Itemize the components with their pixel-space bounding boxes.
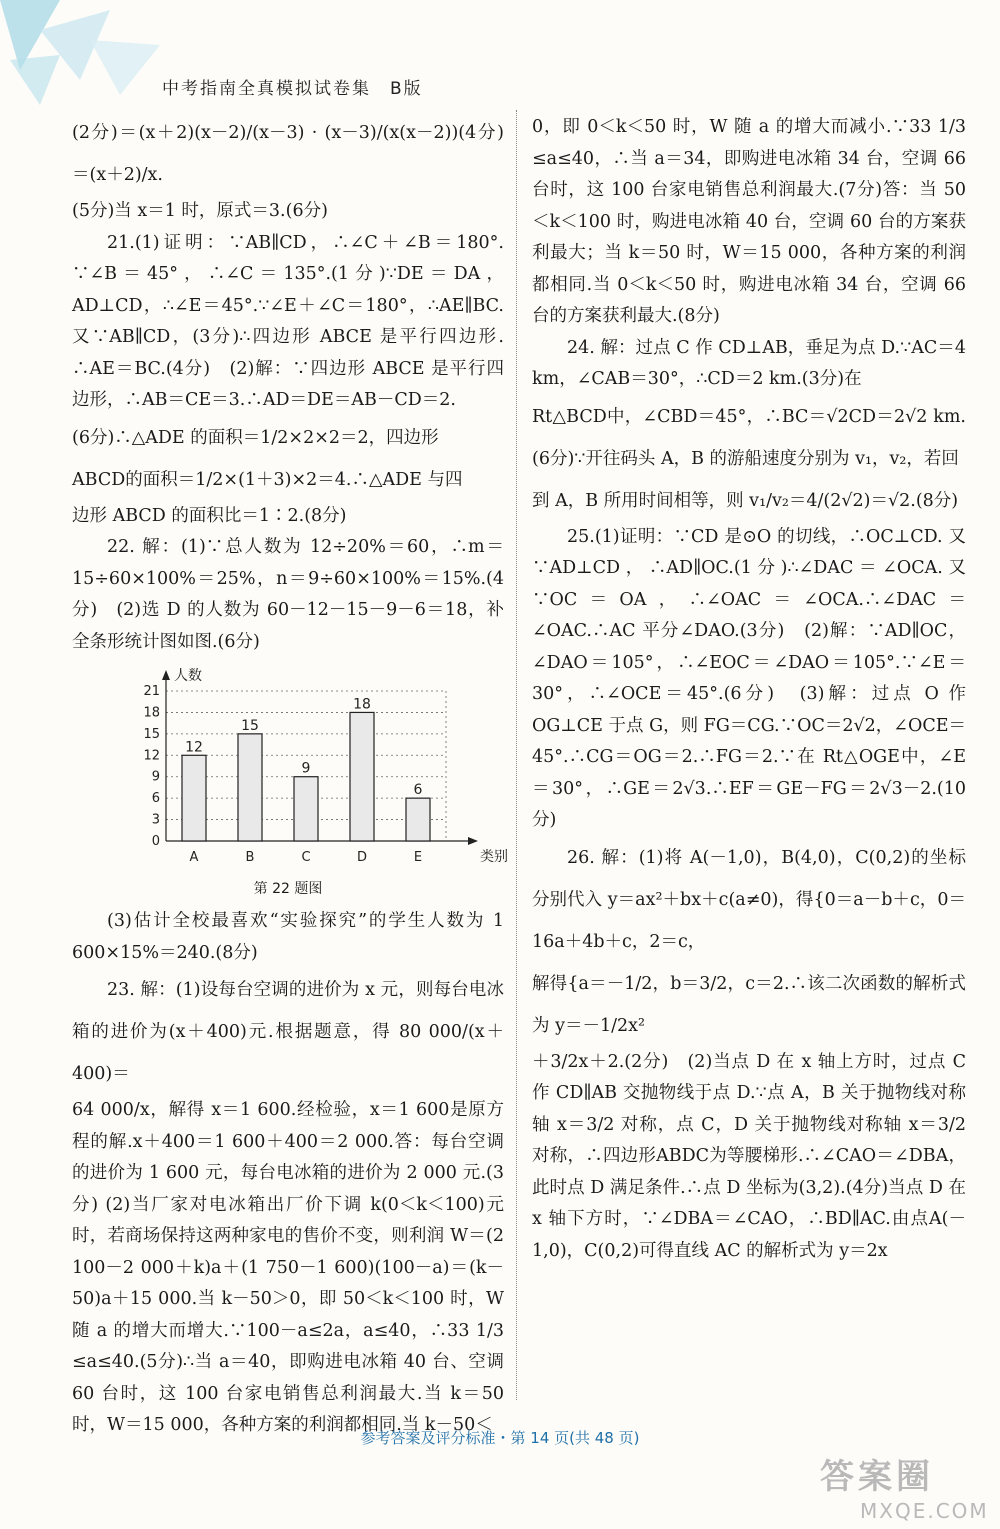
y-tick-label: 18	[143, 705, 160, 721]
x-axis-label: 类别	[480, 849, 508, 865]
y-axis-arrow	[162, 670, 170, 680]
answer-q21-area: (6分)∴△ADE 的面积＝1/2×2×2＝2，四边形	[72, 427, 439, 448]
answer-q21: 21.(1)证明：∵AB∥CD，∴∠C＋∠B＝180°. ∵∠B＝45°，∴∠C＝135°.(1分)∵DE＝DA，AD⊥CD，∴∠E＝45°.∵∠E＋∠C＝180°，∴AE∥BC.又∵AB∥CD，(3分)∴四边形 ABCE 是平行四边形. ∴AE＝BC.(4分) (2)解：∵四边形 ABCE 是平行四边形，∴AB＝CE＝3.∴AD＝DE＝AB－CD＝2.	[72, 232, 504, 410]
answer-q24-end: 到 A，B 所用时间相等，则 v₁/v₂＝4/(2√2)＝√2.(8分)	[532, 490, 959, 511]
answer-q23-end: 0，即 0＜k＜50 时，W 随 a 的增大而减小.∵33 1/3 ≤a≤40，∴当 a＝34，即购进电冰箱 34 台，空调 66 台时，这 100 台家电销售总利润最大.(7分)答：当 50＜k＜100 时，购进电冰箱 40 台，空调 60 台的方案获利最大；当 k＝50 时，W＝15 000，各种方案的利润都相同.当 0＜k＜50 时，购进电冰箱 34 台，空调 66 台的方案获利最大.(8分)	[532, 117, 966, 326]
column-divider	[516, 110, 517, 1400]
y-tick-label: 3	[151, 812, 160, 828]
y-tick-label: 9	[151, 769, 160, 785]
answer-q22: 22. 解：(1)∵总人数为 12÷20%＝60，∴m＝15÷60×100%＝25%，n＝9÷60×100%＝15%.(4分) (2)选 D 的人数为 60－12－15－9－6＝18，补全条形统计图如图.(6分)	[72, 537, 504, 652]
x-tick-label: E	[413, 850, 423, 865]
watermark-logo	[820, 1455, 990, 1527]
answer-q23-cont: 64 000/x，解得 x＝1 600.经检验，x＝1 600是原方程的解.x＋400＝1 600＋400＝2 000.答：每台空调的进价为 1 600 元，每台电冰箱的进价为 2 000 元.(3分) (2)当厂家对电冰箱出厂价下调 k(0＜k＜100)元时，若商场保持这两种家电的售价不变，则利润 W＝(2 100－2 000＋k)a＋(1 750－1 600)(100－a)＝(k－50)a＋15 000.当 k－50＞0，即 50＜k＜100 时，W 随 a 的增大而增大.∵100－a≤2a，a≤40，∴33 1/3 ≤a≤40.(5分)∴当 a＝40，即购进电冰箱 40 台、空调 60 台时，这 100 台家电销售总利润最大.当 k＝50 时，W＝15 000，各种方案的利润都相同.当 k－50＜	[72, 1100, 504, 1435]
answer-q22-part3: (3)估计全校最喜欢“实验探究”的学生人数为 1 600×15%＝240.(8分)	[72, 911, 504, 963]
answer-q21-ratio: 边形 ABCD 的面积比＝1∶2.(8分)	[72, 505, 347, 526]
answer-q23: 23. 解：(1)设每台空调的进价为 x 元，则每台电冰箱的进价为(x＋400)元.根据题意，得 80 000/(x＋400)＝	[72, 980, 504, 1084]
bar	[182, 755, 206, 841]
bar	[406, 798, 430, 841]
x-tick-label: C	[301, 850, 311, 865]
chart-caption: 第 22 题图	[253, 881, 323, 897]
answer-q26: 26. 解：(1)将 A(－1,0)，B(4,0)，C(0,2)的坐标分别代入 y＝ax²＋bx＋c(a≠0)，得{0＝a－b＋c，0＝16a＋4b＋c，2＝c，	[532, 847, 966, 952]
bar-value-label: 9	[301, 760, 311, 777]
answer-q25: 25.(1)证明：∵CD 是⊙O 的切线，∴OC⊥CD. 又∵AD⊥CD，∴AD∥OC.(1分)∴∠DAC＝∠OCA.又∵OC＝OA，∴∠OAC＝∠OCA.∴∠DAC＝∠OAC.∴AC 平分∠DAO.(3分) (2)解：∵AD∥OC，∠DAO＝105°，∴∠EOC＝∠DAO＝105°.∵∠E＝30°，∴∠OCE＝45°.(6分) (3)解：过点 O 作 OG⊥CE 于点 G，则 FG＝CG.∵OC＝2√2，∠OCE＝45°.∴CG＝OG＝2.∴FG＝2.∵在 Rt△OGE中，∠E＝30°，∴GE＝2√3.∴EF＝GE－FG＝2√3－2.(10分)	[532, 526, 966, 830]
watermark-url: MXQE.COM	[860, 1499, 989, 1523]
bar-value-label: 12	[185, 739, 203, 756]
bar-chart-svg	[118, 666, 508, 876]
y-tick-label: 6	[151, 791, 160, 807]
answer-q26-cont: ＋3/2x＋2.(2分) (2)当点 D 在 x 轴上方时，过点 C 作 CD∥AB 交抛物线于点 D.∵点 A，B 关于抛物线对称轴 x＝3/2 对称，点 C，D 关于抛物线对称轴 x＝3/2 对称，∴四边形ABDC为等腰梯形.∴∠CAO＝∠DBA，此时点 D 满足条件.∴点 D 坐标为(3,2).(4分)当点 D 在 x 轴下方时，∵∠DBA＝∠CAO，∴BD∥AC.由点A(－1,0)，C(0,2)可得直线 AC 的解析式为 y＝2x	[532, 1051, 966, 1261]
answer-q21-area: ABCD的面积＝1/2×(1＋3)×2＝4.∴△ADE 与四	[72, 469, 463, 490]
bar-chart-q22	[118, 666, 508, 876]
watermark-text: 答案圈	[820, 1457, 934, 1497]
left-column	[72, 112, 508, 1442]
y-tick-label: 12	[143, 748, 160, 764]
x-axis-arrow	[468, 837, 478, 845]
bar	[350, 712, 374, 841]
bar	[294, 777, 318, 841]
y-tick-label: 15	[143, 726, 160, 742]
answer-q24-cont: Rt△BCD中，∠CBD＝45°，∴BC＝√2CD＝2√2 km.(6分)∵开往码头 A，B 的游船速度分别为 v₁，v₂，若回	[532, 406, 966, 469]
y-axis-label: 人数	[174, 668, 202, 684]
answer-q24: 24. 解：过点 C 作 CD⊥AB，垂足为点 D.∵AC＝4 km，∠CAB＝30°，∴CD＝2 km.(3分)在	[532, 337, 966, 389]
corner-triangle-decoration	[0, 0, 170, 110]
page-header-title: 中考指南全真模拟试卷集 B版	[162, 79, 423, 99]
page-footer: 参考答案及评分标准・第 14 页(共 48 页)	[360, 1429, 640, 1447]
bar-value-label: 6	[413, 782, 423, 799]
bar	[238, 734, 262, 841]
answer-line: (5分)当 x＝1 时，原式＝3.(6分)	[72, 201, 328, 221]
bar-value-label: 18	[353, 696, 371, 713]
answer-line: (2分)＝(x＋2)(x－2)/(x－3) · (x－3)/(x(x－2))(4分)＝(x＋2)/x.	[72, 123, 504, 185]
y-tick-label: 21	[143, 684, 160, 699]
x-tick-label: A	[189, 850, 199, 865]
x-tick-label: D	[356, 850, 368, 865]
answer-q26-solve: 解得{a＝－1/2，b＝3/2，c＝2.∴该二次函数的解析式为 y＝－1/2x²	[532, 973, 966, 1036]
right-column	[532, 112, 966, 1267]
bar-value-label: 15	[241, 717, 259, 734]
y-tick-label: 0	[151, 834, 160, 849]
x-tick-label: B	[245, 850, 255, 865]
